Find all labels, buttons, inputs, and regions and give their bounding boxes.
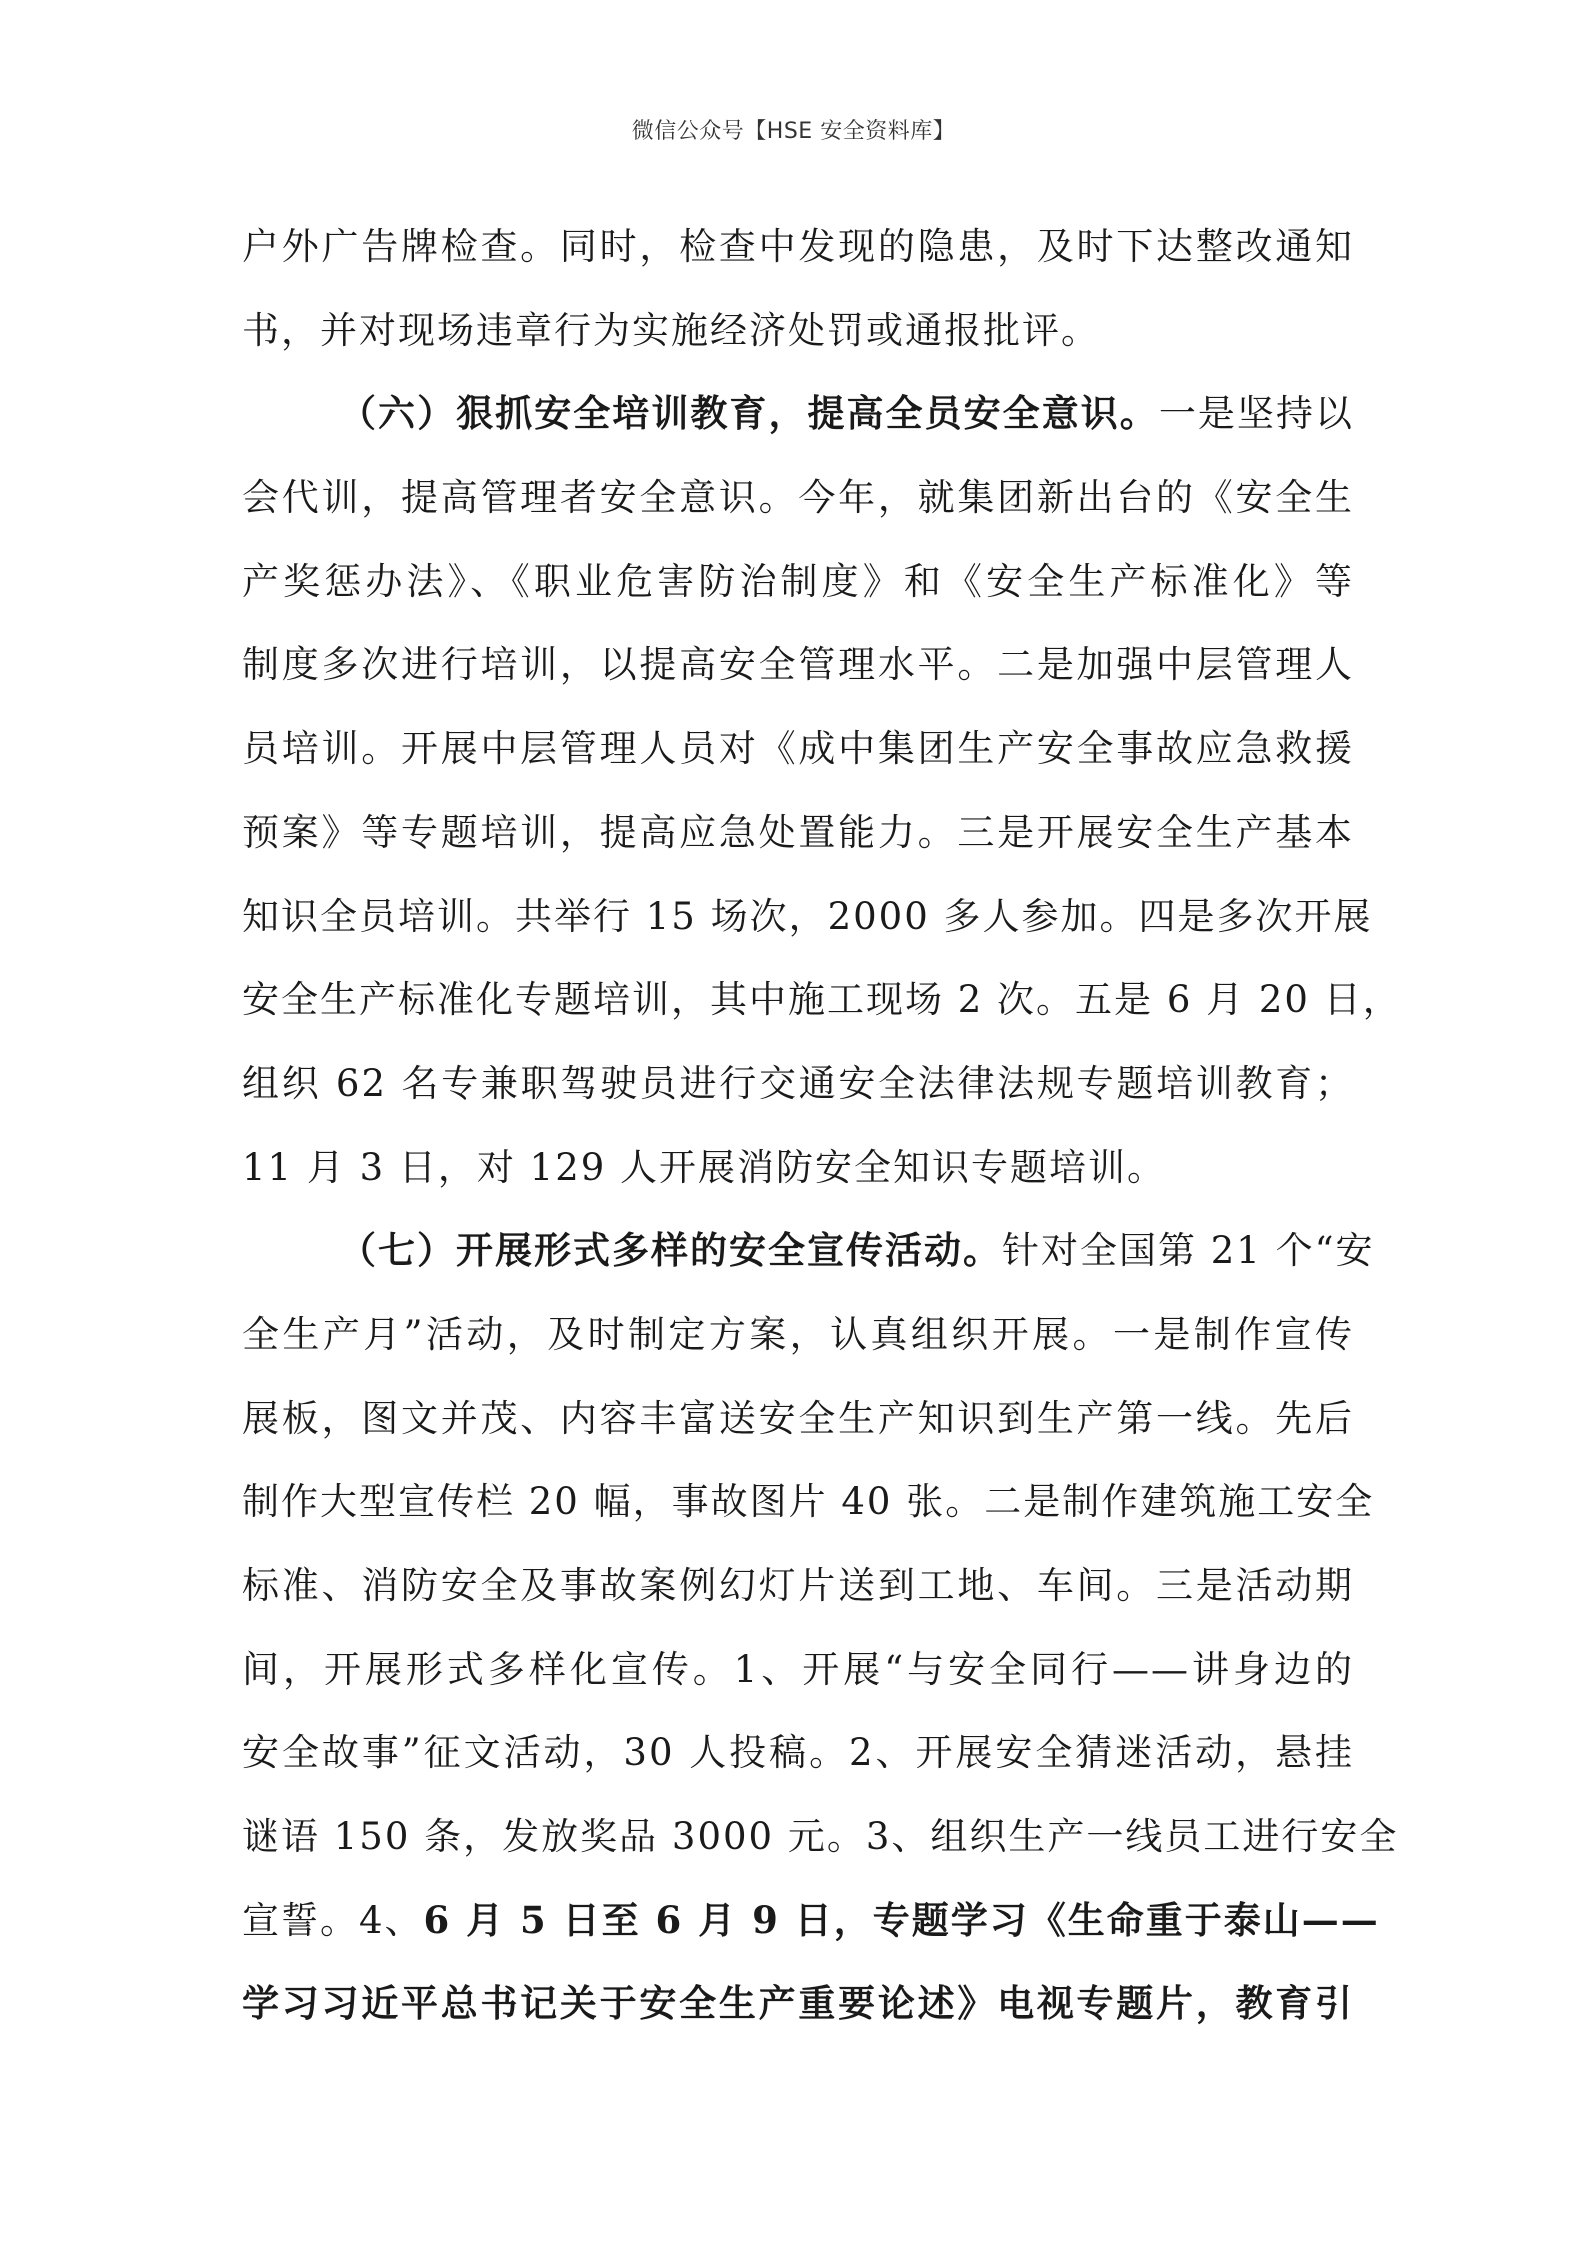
paragraph-line (242, 1377, 1354, 1461)
paragraph-line (242, 1879, 1380, 1963)
line-text: 制度多次进行培训，以提高安全管理水平。二是加强中层管理人 (242, 643, 1354, 687)
line-text: 展板，图文并茂、内容丰富送安全生产知识到生产第一线。先后 (242, 1396, 1354, 1440)
paragraph-line (242, 456, 1354, 540)
paragraph-line (242, 958, 1402, 1042)
paragraph-line (242, 1795, 1399, 1879)
section-heading-line (242, 1209, 1375, 1293)
paragraph-line (242, 540, 1354, 624)
line-text: 制作大型宣传栏 20 幅，事故图片 40 张。二是制作建筑施工安全 (242, 1480, 1375, 1524)
paragraph-line (242, 1293, 1354, 1377)
line-text: 间，开展形式多样化宣传。1、开展“与安全同行——讲身边的 (242, 1647, 1354, 1691)
line-text: 组织 62 名专兼职驾驶员进行交通安全法律法规专题培训教育； (242, 1061, 1354, 1105)
line-text: 针对全国第 21 个“安 (1002, 1229, 1375, 1273)
paragraph-line (242, 1962, 1354, 2046)
line-text: 书，并对现场违章行为实施经济处罚或通报批评。 (242, 308, 1100, 352)
section-heading-line (242, 372, 1354, 456)
section-heading: （六）狠抓安全培训教育，提高全员安全意识。 (339, 391, 1159, 436)
paragraph-line (242, 707, 1354, 791)
paragraph-line (242, 289, 1354, 373)
line-text: 员培训。开展中层管理人员对《成中集团生产安全事故应急救援 (242, 727, 1354, 771)
bold-text: 学习习近平总书记关于安全生产重要论述》电视专题片，教育引 (242, 1981, 1354, 2026)
page-header: 微信公众号【HSE 安全资料库】 (631, 119, 956, 144)
paragraph-line (242, 205, 1354, 289)
paragraph-line (242, 623, 1354, 707)
line-text: 11 月 3 日，对 129 人开展消防安全知识专题培训。 (242, 1145, 1167, 1189)
body-text (242, 205, 1402, 2046)
line-text: 宣誓。4、 (242, 1898, 424, 1942)
line-text: 一是坚持以 (1158, 392, 1355, 436)
line-text: 全生产月”活动，及时制定方案，认真组织开展。一是制作宣传 (242, 1312, 1354, 1356)
paragraph-line (242, 1711, 1354, 1795)
line-text: 安全生产标准化专题培训，其中施工现场 2 次。五是 6 月 20 日， (242, 978, 1402, 1022)
line-text: 产奖惩办法》、《职业危害防治制度》和《安全生产标准化》等 (242, 559, 1354, 603)
paragraph-line (242, 1126, 1354, 1210)
line-text: 户外广告牌检查。同时，检查中发现的隐患，及时下达整改通知 (242, 225, 1354, 268)
paragraph-line (242, 791, 1354, 875)
line-text: 安全故事”征文活动，30 人投稿。2、开展安全猜迷活动，悬挂 (242, 1731, 1354, 1775)
paragraph-line (242, 1544, 1354, 1628)
paragraph-line (242, 1460, 1375, 1544)
section-heading: （七）开展形式多样的安全宣传活动。 (339, 1228, 1002, 1273)
line-text: 标准、消防安全及事故案例幻灯片送到工地、车间。三是活动期 (242, 1564, 1354, 1607)
bold-text: 6 月 5 日至 6 月 9 日，专题学习《生命重于泰山—— (423, 1897, 1380, 1942)
line-text: 预案》等专题培训，提高应急处置能力。三是开展安全生产基本 (242, 810, 1354, 854)
paragraph-line (242, 1628, 1354, 1712)
line-text: 知识全员培训。共举行 15 场次，2000 多人参加。四是多次开展 (242, 894, 1373, 938)
paragraph-line (242, 875, 1373, 959)
paragraph-line (242, 1042, 1354, 1126)
line-text: 谜语 150 条，发放奖品 3000 元。3、组织生产一线员工进行安全 (242, 1815, 1399, 1859)
line-text: 会代训，提高管理者安全意识。今年，就集团新出台的《安全生 (242, 476, 1354, 520)
